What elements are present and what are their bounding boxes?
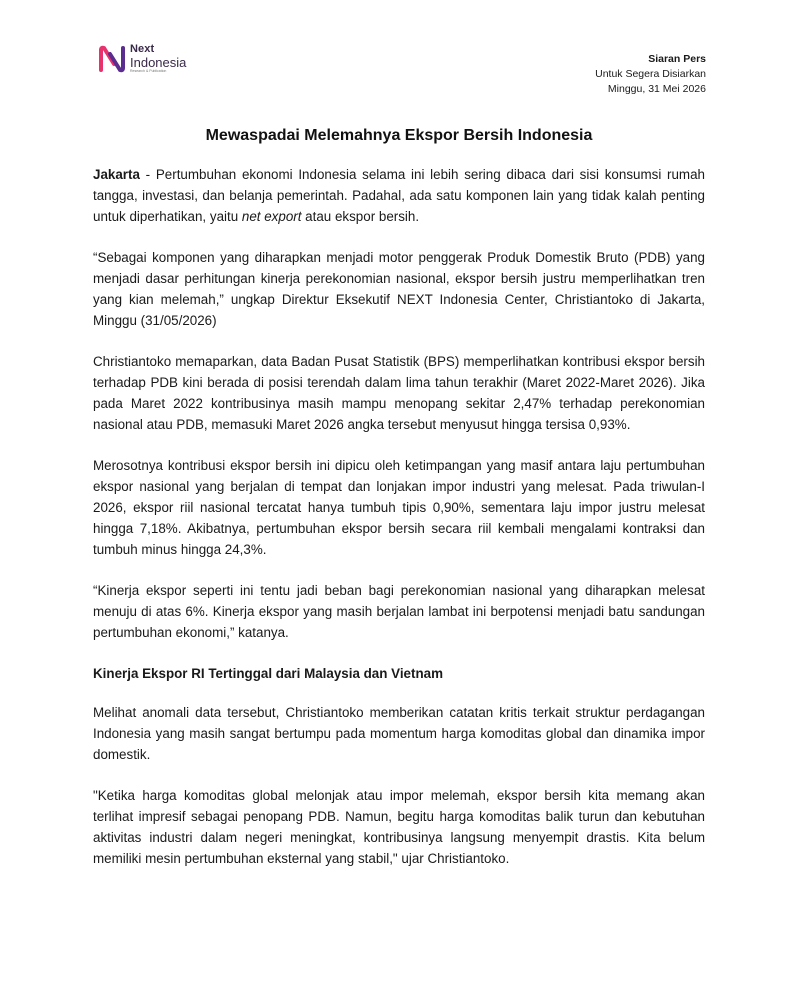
next-indonesia-logo-icon bbox=[97, 44, 127, 74]
paragraph-7: "Ketika harga komoditas global melonjak atau impor melemah, ekspor bersih kita memang akan terlihat impresif sebagai penopang PDB. Namun, begitu harga komoditas balik turun dan kebutuhan aktivitas industri dalam negeri meningkat, kontribusinya langsung menyempit drastis. Kita belum memiliki mesin pertumbuhan eksternal yang stabil," ujar Christiantoko. bbox=[93, 788, 705, 866]
release-note: Untuk Segera Disiarkan bbox=[595, 68, 706, 80]
paragraph-1-text-a: - Pertumbuhan ekonomi Indonesia selama ini lebih sering dibaca dari sisi konsumsi rumah tangga, investasi, dan belanja pemerintah. Padahal, ada satu komponen lain yang tidak kalah penting untuk diperhatikan, yaitu bbox=[93, 167, 705, 224]
logo-line-1: Next bbox=[130, 43, 155, 56]
document-body bbox=[93, 164, 705, 889]
release-info bbox=[595, 52, 706, 97]
section-subheading: Kinerja Ekspor RI Tertinggal dari Malaysia dan Vietnam bbox=[93, 666, 443, 681]
next-indonesia-logo bbox=[97, 44, 186, 74]
logo-wordmark bbox=[130, 44, 186, 74]
paragraph-3: Christiantoko memaparkan, data Badan Pusat Statistik (BPS) memperlihatkan kontribusi ekspor bersih terhadap PDB kini berada di posisi terendah dalam lima tahun terakhir (Maret 2022-Maret 2026). Jika pada Maret 2022 kontribusinya masih mampu menopang sekitar 2,47% terhadap perekonomian nasional atau PDB, memasuki Maret 2026 angka tersebut menyusut hingga tersisa 0,93%. bbox=[93, 354, 705, 432]
release-date: Minggu, 31 Mei 2026 bbox=[607, 83, 706, 95]
paragraph-1-text-b: atau ekspor bersih. bbox=[301, 209, 420, 224]
paragraph-1 bbox=[93, 164, 705, 227]
paragraph-2: “Sebagai komponen yang diharapkan menjadi motor penggerak Produk Domestik Bruto (PDB) yang menjadi dasar perhitungan kinerja perekonomian nasional, ekspor bersih justru memperlihatkan tren yang kian melemah,” ungkap Direktur Eksekutif NEXT Indonesia Center, Christiantoko di Jakarta, Minggu (31/05/2026) bbox=[93, 250, 705, 328]
document-title: Mewaspadai Melemahnya Ekspor Bersih Indonesia bbox=[205, 127, 593, 144]
paragraph-4: Merosotnya kontribusi ekspor bersih ini dipicu oleh ketimpangan yang masif antara laju pertumbuhan ekspor nasional yang berjalan di tempat dan lonjakan impor industri yang melesat. Pada triwulan-I 2026, ekspor riil nasional tercatat hanya tumbuh tipis 0,90%, sementara laju impor justru melesat hingga 7,18%. Akibatnya, pertumbuhan ekspor bersih secara riil kembali mengalami kontraksi dan tumbuh minus hingga 24,3%. bbox=[93, 458, 705, 557]
logo-line-2: Indonesia bbox=[130, 55, 187, 71]
logo-tagline: Research & Publication bbox=[130, 69, 167, 74]
release-type: Siaran Pers bbox=[648, 53, 706, 65]
paragraph-5: “Kinerja ekspor seperti ini tentu jadi beban bagi perekonomian nasional yang diharapkan melesat menuju di atas 6%. Kinerja ekspor yang masih berjalan lambat ini berpotensi menjadi batu sandungan pertumbuhan ekonomi,” katanya. bbox=[93, 583, 705, 640]
paragraph-1-italic: net export bbox=[241, 209, 302, 224]
dateline: Jakarta bbox=[93, 167, 140, 182]
paragraph-6: Melihat anomali data tersebut, Christiantoko memberikan catatan kritis terkait struktur perdagangan Indonesia yang masih sangat bertumpu pada momentum harga komoditas global dan dinamika impor domestik. bbox=[93, 705, 705, 762]
